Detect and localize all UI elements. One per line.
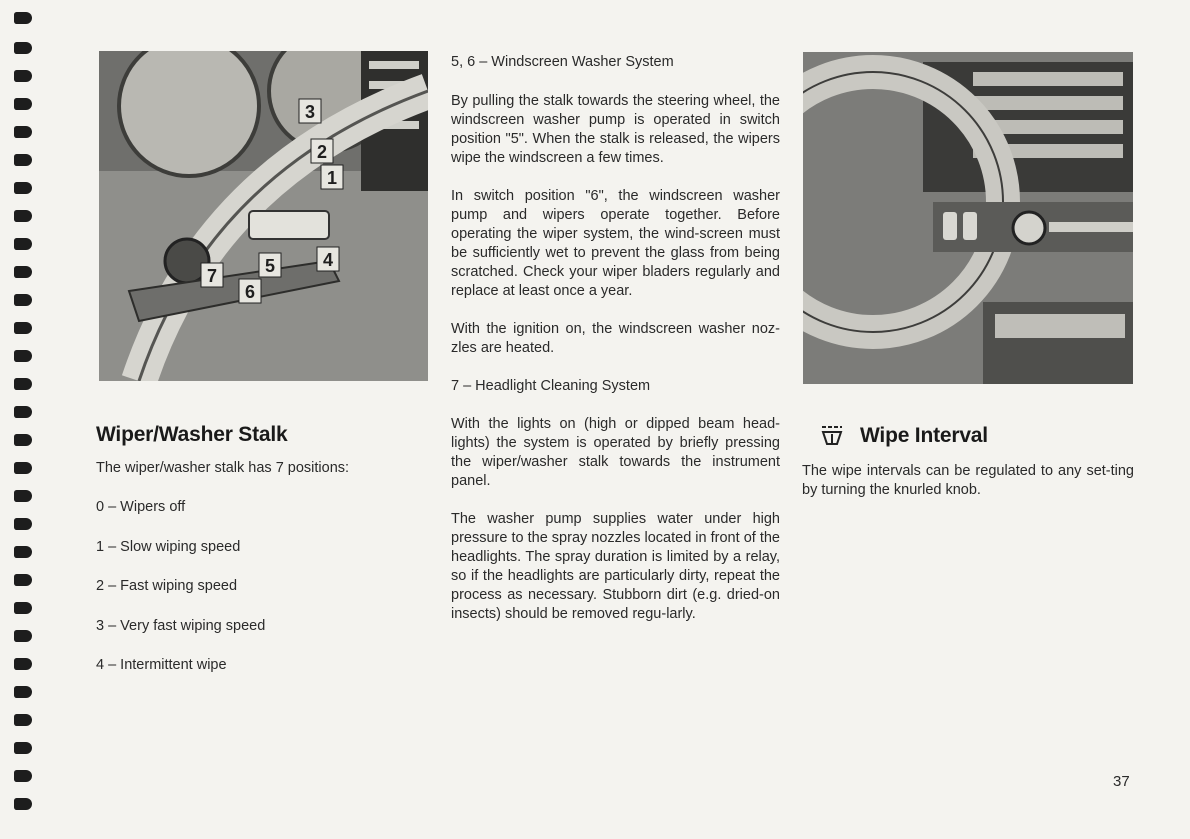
binding-hole bbox=[14, 770, 32, 782]
wiper-interval-icon bbox=[820, 424, 844, 446]
headlight-cleaning-title: 7 – Headlight Cleaning System bbox=[451, 378, 651, 394]
washer-paragraph-2: In switch position "6", the windscreen washer pump and wipers operate together. Before operating the wiper system, the wind-screen must be sufficiently wet to prevent the glass from being scratched. Check your wiper bladers regularly and replace at least once a year. bbox=[451, 188, 780, 299]
photo-label-2: 2 bbox=[317, 142, 328, 162]
binding-hole bbox=[14, 574, 32, 586]
binding-hole bbox=[14, 266, 32, 278]
binding-hole bbox=[14, 126, 32, 138]
position-0: 0 – Wipers off bbox=[96, 499, 186, 515]
binding-hole bbox=[14, 350, 32, 362]
binding-hole bbox=[14, 98, 32, 110]
binding-hole bbox=[14, 602, 32, 614]
wipe-interval-heading: Wipe Interval bbox=[860, 424, 988, 447]
binding-hole bbox=[14, 686, 32, 698]
binding-hole bbox=[14, 42, 32, 54]
binding-hole bbox=[14, 210, 32, 222]
binding-hole bbox=[14, 546, 32, 558]
binding-hole bbox=[14, 518, 32, 530]
washer-text-column bbox=[451, 53, 780, 643]
wipe-interval-text bbox=[802, 462, 1134, 519]
dashboard-photo bbox=[803, 52, 1133, 384]
washer-system-title: 5, 6 – Windscreen Washer System bbox=[451, 54, 674, 70]
binding-hole bbox=[14, 322, 32, 334]
photo-label-5: 5 bbox=[265, 256, 276, 276]
binding-hole bbox=[14, 798, 32, 810]
binding-hole bbox=[14, 406, 32, 418]
binding-hole bbox=[14, 238, 32, 250]
washer-paragraph-1: By pulling the stalk towards the steering wheel, the windscreen washer pump is operated in switch position "5". When the stalk is released, the wipers wipe the windscreen a few times. bbox=[451, 93, 780, 166]
photo-label-3: 3 bbox=[305, 102, 316, 122]
spiral-binding bbox=[0, 0, 34, 839]
position-1: 1 – Slow wiping speed bbox=[96, 539, 241, 555]
headlight-paragraph-1: With the lights on (high or dipped beam head-lights) the system is operated by briefly pressing the wiper/washer stalk towards the instrument panel. bbox=[451, 416, 780, 489]
wiper-stalk-photo bbox=[99, 51, 428, 381]
binding-hole bbox=[14, 154, 32, 166]
binding-hole bbox=[14, 742, 32, 754]
position-3: 3 – Very fast wiping speed bbox=[96, 618, 266, 634]
binding-hole bbox=[14, 434, 32, 446]
binding-hole bbox=[14, 294, 32, 306]
binding-hole bbox=[14, 378, 32, 390]
binding-hole bbox=[14, 12, 32, 24]
binding-hole bbox=[14, 462, 32, 474]
position-4: 4 – Intermittent wipe bbox=[96, 657, 227, 673]
binding-hole bbox=[14, 714, 32, 726]
wipe-interval-paragraph: The wipe intervals can be regulated to any set-ting by turning the knurled knob. bbox=[802, 463, 1134, 498]
stalk-intro: The wiper/washer stalk has 7 positions: bbox=[96, 460, 350, 476]
binding-hole bbox=[14, 182, 32, 194]
photo-label-7: 7 bbox=[207, 266, 218, 286]
binding-hole bbox=[14, 490, 32, 502]
photo-label-6: 6 bbox=[245, 282, 256, 302]
photo-label-4: 4 bbox=[323, 250, 334, 270]
binding-hole bbox=[14, 658, 32, 670]
headlight-paragraph-2: The washer pump supplies water under high pressure to the spray nozzles located in front of the headlights. The spray duration is limited by a relay, so if the headlights are particularly dirty, repeat the process as necessary. Stubborn dirt (e.g. dried-on insects) should be removed regu-larly. bbox=[451, 511, 780, 622]
wiper-washer-stalk-heading: Wiper/Washer Stalk bbox=[96, 423, 288, 446]
binding-hole bbox=[14, 630, 32, 642]
position-2: 2 – Fast wiping speed bbox=[96, 578, 238, 594]
binding-hole bbox=[14, 70, 32, 82]
washer-paragraph-3: With the ignition on, the windscreen washer noz-zles are heated. bbox=[451, 321, 780, 356]
photo-label-1: 1 bbox=[327, 168, 338, 188]
page-number: 37 bbox=[1113, 773, 1130, 790]
